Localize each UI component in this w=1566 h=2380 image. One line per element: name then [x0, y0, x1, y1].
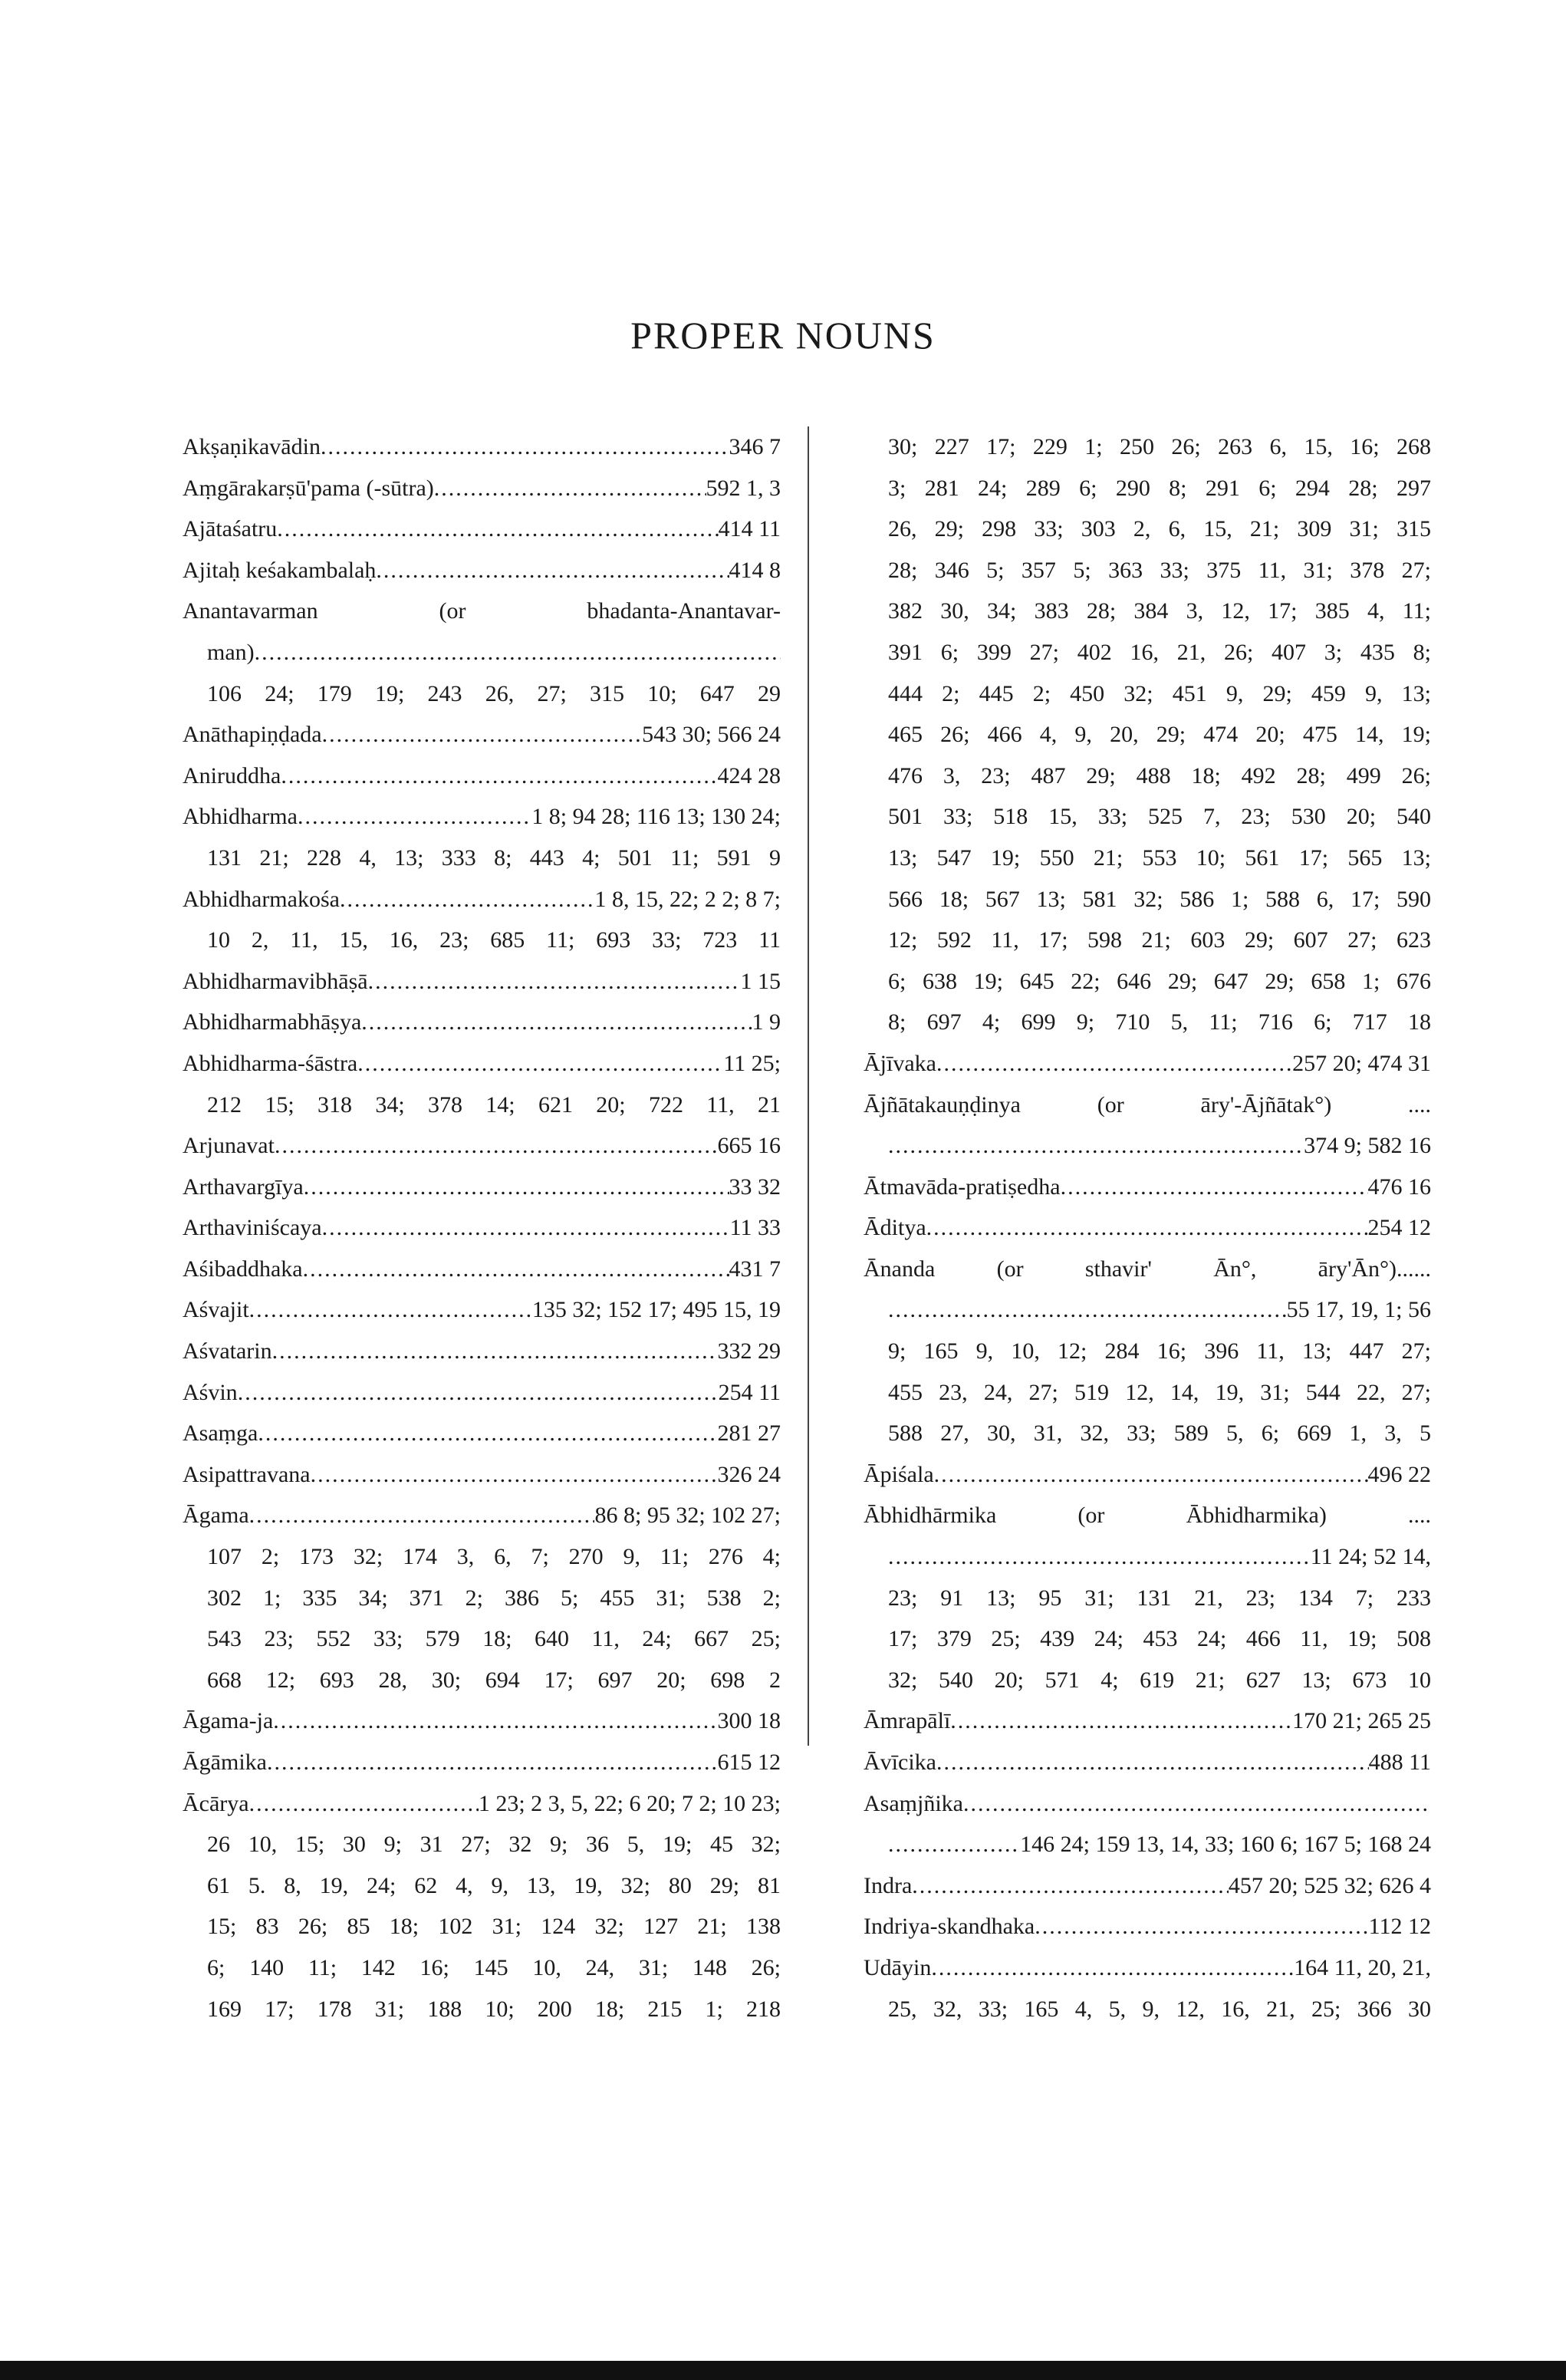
index-line — [183, 1660, 781, 1701]
page-references: 11 25; — [723, 1050, 781, 1076]
index-headword: Abhidharmakośa — [183, 886, 340, 912]
page-references: 300 18 — [717, 1708, 781, 1734]
index-text: 30; 227 17; 229 1; 250 26; 263 6, 15, 16; 268 — [888, 434, 1431, 459]
index-line — [864, 1454, 1431, 1496]
index-line — [183, 1043, 781, 1085]
index-headword: Abhidharmabhāṣya — [183, 1009, 362, 1035]
index-text: 106 24; 179 19; 243 26, 27; 315 10; 647 29 — [207, 680, 781, 706]
leader-dots — [311, 1454, 718, 1496]
index-line — [864, 714, 1431, 755]
index-line — [183, 632, 781, 673]
index-text: 455 23, 24, 27; 519 12, 14, 19, 31; 544 22, 27; — [888, 1379, 1431, 1405]
leader-dots — [238, 1372, 719, 1414]
page-references: 135 32; 152 17; 495 15, 19 — [531, 1297, 781, 1323]
leader-dots — [950, 1700, 1292, 1742]
index-text: 23; 91 13; 95 31; 131 21, 23; 134 7; 233 — [888, 1585, 1431, 1611]
leader-dots — [376, 550, 729, 591]
leader-dots — [273, 1700, 717, 1742]
index-headword: Ajitaḥ keśakambalaḥ — [183, 557, 377, 583]
index-text: 501 33; 518 15, 33; 525 7, 23; 530 20; 540 — [888, 804, 1431, 830]
index-line — [864, 1413, 1431, 1454]
index-text: 391 6; 399 27; 402 16, 21, 26; 407 3; 435 8; — [888, 639, 1431, 665]
page-references: 86 8; 95 32; 102 27; — [594, 1503, 781, 1529]
index-headword: Arjunavat — [183, 1133, 275, 1159]
page-references: 1 15 — [740, 968, 781, 994]
index-headword: Asaṃga — [183, 1420, 258, 1447]
index-line — [183, 468, 781, 509]
index-text: 13; 547 19; 550 21; 553 10; 561 17; 565 13; — [888, 844, 1431, 871]
index-text: 566 18; 567 13; 581 32; 586 1; 588 6, 17; 590 — [888, 886, 1431, 912]
page-references: 496 22 — [1367, 1461, 1431, 1487]
index-headword: Aśibaddhaka — [183, 1256, 303, 1282]
index-headword: Asipattravana — [183, 1461, 311, 1487]
page-references: 257 20; 474 31 — [1292, 1050, 1431, 1076]
index-text: Ājñātakauṇḍinya (or āry'-Ājñātak°) .... — [864, 1091, 1431, 1118]
index-line — [864, 1700, 1431, 1742]
index-text: 212 15; 318 34; 378 14; 621 20; 722 11, 21 — [207, 1091, 781, 1118]
page-references: 33 32 — [729, 1174, 781, 1200]
index-text: 15; 83 26; 85 18; 102 31; 124 32; 127 21; 138 — [207, 1914, 781, 1940]
leader-dots — [281, 755, 717, 797]
index-text: 32; 540 20; 571 4; 619 21; 627 13; 673 10 — [888, 1667, 1431, 1693]
index-line — [183, 755, 781, 797]
leader-dots — [303, 1249, 729, 1290]
index-line — [183, 1989, 781, 2030]
index-text: 668 12; 693 28, 30; 694 17; 697 20; 698 2 — [207, 1667, 781, 1693]
index-headword: Arthavargīya — [183, 1174, 304, 1200]
leader-dots — [963, 1783, 1431, 1825]
index-line — [864, 1249, 1431, 1290]
index-line — [183, 1947, 781, 1989]
index-headword: Āgāmika — [183, 1750, 267, 1775]
leader-dots — [255, 632, 781, 673]
index-line — [864, 1578, 1431, 1619]
page-references: 476 16 — [1367, 1174, 1431, 1200]
page-references: 11 33 — [729, 1215, 781, 1241]
index-line — [183, 714, 781, 755]
index-line — [183, 1906, 781, 1947]
index-column-right — [864, 426, 1431, 2029]
index-headword: Āvīcika — [864, 1750, 936, 1775]
leader-dots — [888, 1536, 1311, 1578]
index-line — [864, 673, 1431, 715]
index-text: 6; 140 11; 142 16; 145 10, 24, 31; 148 26; — [207, 1954, 781, 1980]
leader-dots — [888, 1289, 1287, 1331]
index-headword: Abhidharmavibhāṣā — [183, 968, 368, 994]
index-line — [864, 920, 1431, 961]
leader-dots — [277, 509, 718, 550]
index-line — [864, 1865, 1431, 1907]
index-headword: Ajātaśatru — [183, 516, 278, 542]
index-text: 26, 29; 298 33; 303 2, 6, 15, 21; 309 31; 315 — [888, 516, 1431, 542]
index-line — [864, 755, 1431, 797]
index-line — [183, 426, 781, 468]
index-text: Anantavarman (or bhadanta-Anantavar- — [183, 598, 781, 624]
index-line — [864, 1125, 1431, 1167]
index-text: 8; 697 4; 699 9; 710 5, 11; 716 6; 717 18 — [888, 1009, 1431, 1035]
index-headword: man) — [207, 639, 255, 665]
page-references: 254 11 — [718, 1379, 781, 1405]
leader-dots — [304, 1167, 729, 1208]
leader-dots — [434, 468, 706, 509]
index-line — [183, 961, 781, 1002]
leader-dots — [912, 1865, 1229, 1907]
index-line — [864, 550, 1431, 591]
leader-dots — [267, 1742, 718, 1783]
index-headword: Ātmavāda-pratiṣedha — [864, 1174, 1061, 1200]
index-line — [864, 468, 1431, 509]
index-line — [183, 1207, 781, 1249]
leader-dots — [321, 426, 729, 468]
leader-dots — [275, 1125, 718, 1167]
index-headword: Abhidharma-śāstra — [183, 1050, 358, 1076]
index-headword: Abhidharma — [183, 804, 298, 830]
page-references: 346 7 — [729, 434, 781, 459]
index-headword: Akṣaṇikavādin — [183, 434, 321, 459]
page-references: 146 24; 159 13, 14, 33; 160 6; 167 5; 168 24 — [1020, 1832, 1431, 1858]
index-headword: Aśvajit — [183, 1297, 249, 1323]
index-headword: Aṃgārakarṣū'pama (-sūtra) — [183, 475, 434, 501]
index-line — [183, 1085, 781, 1126]
leader-dots — [249, 1783, 479, 1825]
index-line — [183, 1249, 781, 1290]
index-line — [864, 1207, 1431, 1249]
index-line — [183, 838, 781, 879]
index-headword: Anāthapiṇḍada — [183, 722, 322, 748]
index-text: 3; 281 24; 289 6; 290 8; 291 6; 294 28; 297 — [888, 475, 1431, 501]
page-references: 424 28 — [717, 762, 781, 788]
leader-dots — [936, 1742, 1369, 1783]
page-references: 11 24; 52 14, — [1310, 1544, 1431, 1570]
index-text: 169 17; 178 31; 188 10; 200 18; 215 1; 218 — [207, 1996, 781, 2022]
page-references: 592 1, 3 — [706, 475, 781, 501]
index-line — [183, 1865, 781, 1907]
leader-dots — [888, 1125, 1304, 1167]
index-line — [183, 1495, 781, 1536]
page-references: 414 8 — [729, 557, 781, 583]
index-line — [864, 1660, 1431, 1701]
index-line — [864, 1085, 1431, 1126]
index-line — [183, 796, 781, 838]
index-text: 28; 346 5; 357 5; 363 33; 375 11, 31; 378 27; — [888, 557, 1431, 583]
index-line — [864, 1947, 1431, 1989]
index-headword: Aśvatarin — [183, 1338, 272, 1364]
page-references: 665 16 — [717, 1133, 781, 1159]
leader-dots — [926, 1207, 1368, 1249]
leader-dots — [357, 1043, 723, 1085]
index-line — [864, 1742, 1431, 1783]
index-line — [183, 591, 781, 632]
index-line — [183, 1700, 781, 1742]
index-headword: Āmrapālī — [864, 1708, 951, 1734]
leader-dots — [1035, 1906, 1368, 1947]
index-line — [864, 632, 1431, 673]
leader-dots — [1061, 1167, 1368, 1208]
index-headword: Asaṃjñika — [864, 1790, 963, 1816]
leader-dots — [298, 796, 531, 838]
leader-dots — [931, 1947, 1294, 1989]
index-headword: Ājīvaka — [864, 1050, 936, 1076]
index-line — [864, 838, 1431, 879]
index-line — [183, 1002, 781, 1043]
index-text: 588 27, 30, 31, 32, 33; 589 5, 6; 669 1, 3, 5 — [888, 1420, 1431, 1447]
page-references: 1 8, 15, 22; 2 2; 8 7; — [594, 886, 781, 912]
index-line — [864, 1906, 1431, 1947]
index-line — [864, 1372, 1431, 1414]
index-line — [183, 920, 781, 961]
leader-dots — [322, 1207, 730, 1249]
leader-dots — [322, 714, 643, 755]
scan-edge — [0, 2361, 1566, 2380]
index-headword: Aniruddha — [183, 762, 281, 788]
index-text: Ābhidhārmika (or Ābhidharmika) .... — [864, 1503, 1431, 1529]
leader-dots — [936, 1043, 1292, 1085]
index-line — [183, 673, 781, 715]
index-text: 131 21; 228 4, 13; 333 8; 443 4; 501 11; 591 9 — [207, 844, 781, 871]
page-references: 332 29 — [717, 1338, 781, 1364]
index-line — [864, 1331, 1431, 1372]
page-references: 112 12 — [1368, 1914, 1431, 1940]
page-references: 488 11 — [1368, 1750, 1431, 1775]
index-line — [864, 1783, 1431, 1825]
index-text: 476 3, 23; 487 29; 488 18; 492 28; 499 26; — [888, 762, 1431, 788]
index-headword: Āgama-ja — [183, 1708, 274, 1734]
page-references: 326 24 — [717, 1461, 781, 1487]
index-line — [864, 1495, 1431, 1536]
leader-dots — [368, 961, 741, 1002]
page-references: 457 20; 525 32; 626 4 — [1228, 1872, 1431, 1898]
index-headword: Indriya-skandhaka — [864, 1914, 1035, 1940]
column-divider — [808, 426, 809, 1746]
index-line — [864, 1289, 1431, 1331]
page-references: 254 12 — [1367, 1215, 1431, 1241]
index-line — [864, 961, 1431, 1002]
index-line — [864, 509, 1431, 550]
index-line — [183, 1331, 781, 1372]
leader-dots — [361, 1002, 752, 1043]
index-line — [864, 879, 1431, 920]
index-text: 61 5. 8, 19, 24; 62 4, 9, 13, 19, 32; 80 29; 81 — [207, 1872, 781, 1898]
page-references: 55 17, 19, 1; 56 — [1286, 1297, 1431, 1323]
index-headword: Āditya — [864, 1215, 926, 1241]
index-text: 302 1; 335 34; 371 2; 386 5; 455 31; 538 2; — [207, 1585, 781, 1611]
index-line — [183, 1824, 781, 1865]
index-line — [183, 1289, 781, 1331]
index-headword: Aśvin — [183, 1379, 238, 1405]
index-headword: Āgama — [183, 1503, 249, 1529]
index-line — [864, 1536, 1431, 1578]
index-line — [864, 1824, 1431, 1865]
page-references: 1 8; 94 28; 116 13; 130 24; — [531, 804, 781, 830]
index-text: 543 23; 552 33; 579 18; 640 11, 24; 667 25; — [207, 1626, 781, 1652]
leader-dots — [888, 1824, 1020, 1865]
index-text: 26 10, 15; 30 9; 31 27; 32 9; 36 5, 19; 45 32; — [207, 1832, 781, 1858]
index-line — [183, 550, 781, 591]
index-text: 9; 165 9, 10, 12; 284 16; 396 11, 13; 447 27; — [888, 1338, 1431, 1364]
page-references: 1 23; 2 3, 5, 22; 6 20; 7 2; 10 23; — [478, 1790, 781, 1816]
index-line — [864, 796, 1431, 838]
page-references: 414 11 — [718, 516, 781, 542]
index-line — [183, 1536, 781, 1578]
index-line — [183, 1742, 781, 1783]
page-references: 170 21; 265 25 — [1292, 1708, 1431, 1734]
page-references: 164 11, 20, 21, — [1294, 1954, 1431, 1980]
index-line — [183, 1413, 781, 1454]
index-text: 12; 592 11, 17; 598 21; 603 29; 607 27; 623 — [888, 927, 1431, 953]
index-headword: Ācārya — [183, 1790, 249, 1816]
leader-dots — [249, 1495, 595, 1536]
index-text: 107 2; 173 32; 174 3, 6, 7; 270 9, 11; 276 4; — [207, 1544, 781, 1570]
page-references: 1 9 — [752, 1009, 781, 1035]
index-line — [183, 879, 781, 920]
index-line — [864, 1167, 1431, 1208]
page-title: PROPER NOUNS — [630, 314, 936, 357]
page-references: 431 7 — [729, 1256, 781, 1282]
index-line — [183, 509, 781, 550]
index-line — [183, 1372, 781, 1414]
index-text: 465 26; 466 4, 9, 20, 29; 474 20; 475 14, 19; — [888, 722, 1431, 748]
page-references: 543 30; 566 24 — [642, 722, 781, 748]
index-headword: Arthaviniścaya — [183, 1215, 322, 1241]
page-references: 615 12 — [717, 1750, 781, 1775]
index-line — [183, 1618, 781, 1660]
leader-dots — [249, 1289, 532, 1331]
index-line — [864, 1002, 1431, 1043]
leader-dots — [258, 1413, 717, 1454]
index-text: 25, 32, 33; 165 4, 5, 9, 12, 16, 21, 25; 366 30 — [888, 1996, 1431, 2022]
index-line — [183, 1454, 781, 1496]
index-text: 6; 638 19; 645 22; 646 29; 647 29; 658 1; 676 — [888, 968, 1431, 994]
leader-dots — [272, 1331, 718, 1372]
leader-dots — [340, 879, 595, 920]
index-line — [864, 1043, 1431, 1085]
index-headword: Āpiśala — [864, 1461, 934, 1487]
index-line — [183, 1783, 781, 1825]
page-references: 281 27 — [717, 1420, 781, 1447]
index-text: 444 2; 445 2; 450 32; 451 9, 29; 459 9, 13; — [888, 680, 1431, 706]
leader-dots — [934, 1454, 1368, 1496]
index-line — [864, 591, 1431, 632]
index-text: 17; 379 25; 439 24; 453 24; 466 11, 19; 508 — [888, 1626, 1431, 1652]
index-line — [183, 1167, 781, 1208]
index-headword: Udāyin — [864, 1954, 932, 1980]
index-line — [183, 1578, 781, 1619]
index-text: 10 2, 11, 15, 16, 23; 685 11; 693 33; 723 11 — [207, 927, 781, 953]
index-line — [864, 1989, 1431, 2030]
index-line — [183, 1125, 781, 1167]
page-references: 374 9; 582 16 — [1304, 1133, 1431, 1159]
index-line — [864, 426, 1431, 468]
index-line — [864, 1618, 1431, 1660]
index-column-left — [183, 426, 781, 2029]
index-text: Ānanda (or sthavir' Ān°, āry'Ān°)...... — [864, 1256, 1431, 1282]
index-text: 382 30, 34; 383 28; 384 3, 12, 17; 385 4, 11; — [888, 598, 1431, 624]
index-headword: Indra — [864, 1872, 913, 1898]
